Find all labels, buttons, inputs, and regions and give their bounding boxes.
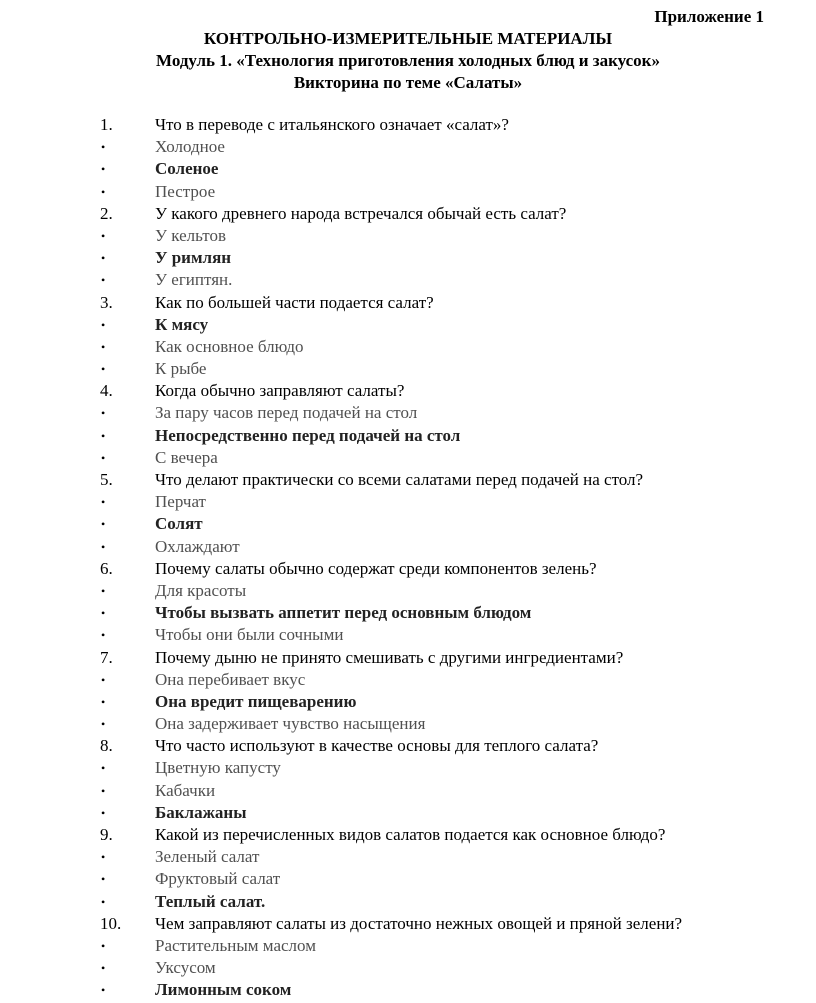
question-row <box>0 114 816 136</box>
answer-option <box>0 713 816 735</box>
answer-option-text: Для красоты <box>155 580 247 600</box>
answer-option-correct <box>0 158 816 180</box>
quiz-title: Викторина по теме «Салаты» <box>293 73 523 92</box>
bullet-icon: • <box>101 961 106 976</box>
question-number: 5. <box>100 470 113 489</box>
answer-option <box>0 846 816 868</box>
question-row <box>0 469 816 491</box>
bullet-icon: • <box>101 938 106 953</box>
bullet-icon: • <box>101 162 106 177</box>
question-text: Почему дыню не принято смешивать с другими ингредиентами? <box>155 647 624 667</box>
question-text: У какого древнего народа встречался обычай есть салат? <box>155 203 567 223</box>
bullet-icon: • <box>101 228 106 243</box>
answer-option <box>0 269 816 291</box>
answer-option-text: Уксусом <box>155 958 216 978</box>
question-number: 8. <box>100 736 113 756</box>
bullet-icon: • <box>101 717 106 732</box>
question-row <box>0 647 816 669</box>
answer-option-text: Холодное <box>155 137 225 157</box>
answer-option <box>0 336 816 358</box>
answer-option <box>0 780 816 802</box>
answer-option <box>0 136 816 158</box>
answer-option-text: У римлян <box>155 248 232 268</box>
bullet-icon: • <box>101 273 106 288</box>
bullet-icon: • <box>101 317 106 332</box>
answer-option-text: К мясу <box>155 314 209 334</box>
bullet-icon: • <box>101 406 106 421</box>
question-number: 7. <box>100 647 113 667</box>
answer-option-text: Баклажаны <box>155 802 247 822</box>
bullet-icon: • <box>101 517 106 532</box>
question-number: 9. <box>100 825 113 844</box>
answer-option-text: Чтобы вызвать аппетит перед основным блюдом <box>155 603 532 623</box>
question-number: 1. <box>100 115 113 134</box>
question-text: Как по большей части подается салат? <box>155 292 434 312</box>
bullet-icon: • <box>101 783 106 798</box>
answer-option-correct <box>0 691 816 713</box>
question-number: 2. <box>100 203 113 223</box>
bullet-icon: • <box>101 583 106 598</box>
answer-option-text: Как основное блюдо <box>155 336 304 356</box>
question-number: 4. <box>100 381 113 401</box>
bullet-icon: • <box>101 850 106 865</box>
answer-option-text: Цветную капусту <box>155 758 281 778</box>
answer-option-text: Охлаждают <box>155 536 240 556</box>
bullet-icon: • <box>101 606 106 621</box>
answer-option-text: Соленое <box>155 159 219 179</box>
question-text: Что в переводе с итальянского означает «салат»? <box>155 115 509 134</box>
question-text: Чем заправляют салаты из достаточно нежных овощей и пряной зелени? <box>155 913 683 933</box>
answer-option <box>0 868 816 890</box>
question-row <box>0 292 816 314</box>
answer-option-text: Солят <box>155 514 203 534</box>
answer-option <box>0 402 816 424</box>
answer-option <box>0 757 816 779</box>
answer-option-correct <box>0 247 816 269</box>
answer-option <box>0 536 816 558</box>
question-text: Что делают практически со всеми салатами перед подачей на стол? <box>155 470 644 489</box>
bullet-icon: • <box>101 450 106 465</box>
answer-option-correct <box>0 602 816 624</box>
answer-option-correct <box>0 425 816 447</box>
bullet-icon: • <box>101 694 106 709</box>
answer-option-correct <box>0 979 816 1001</box>
answer-option-text: У египтян. <box>155 270 233 290</box>
bullet-icon: • <box>101 872 106 887</box>
answer-option-text: Теплый салат. <box>155 891 266 911</box>
answer-option-text: Она вредит пищеварению <box>155 691 357 711</box>
answer-option-text: Перчат <box>155 492 206 512</box>
answer-option-text: За пару часов перед подачей на стол <box>155 403 418 423</box>
bullet-icon: • <box>101 140 106 155</box>
answer-option <box>0 624 816 646</box>
answer-option-text: С вечера <box>155 447 218 467</box>
answer-option <box>0 181 816 203</box>
answer-option-text: Растительным маслом <box>155 935 316 955</box>
answer-option <box>0 957 816 979</box>
question-row <box>0 735 816 757</box>
answer-option-correct <box>0 891 816 913</box>
answer-option-text: Лимонным соком <box>155 980 292 1000</box>
answer-option <box>0 935 816 957</box>
appendix-label: Приложение 1 <box>654 7 764 26</box>
answer-option-correct <box>0 802 816 824</box>
document-header <box>0 28 816 94</box>
question-text: Какой из перечисленных видов салатов подается как основное блюдо? <box>155 825 666 844</box>
question-row <box>0 558 816 580</box>
question-number: 10. <box>100 913 122 933</box>
bullet-icon: • <box>101 251 106 266</box>
answer-option-correct <box>0 513 816 535</box>
bullet-icon: • <box>101 805 106 820</box>
answer-option-text: У кельтов <box>155 225 226 245</box>
answer-option-text: Она задерживает чувство насыщения <box>155 714 426 734</box>
answer-option <box>0 447 816 469</box>
bullet-icon: • <box>101 362 106 377</box>
answer-option <box>0 358 816 380</box>
question-row <box>0 913 816 935</box>
answer-option-correct <box>0 314 816 336</box>
module-title: Модуль 1. «Технология приготовления холодных блюд и закусок» <box>156 51 660 70</box>
question-number: 6. <box>100 558 113 578</box>
answer-option-text: Зеленый салат <box>155 847 260 867</box>
bullet-icon: • <box>101 428 106 443</box>
answer-option <box>0 225 816 247</box>
question-row <box>0 203 816 225</box>
bullet-icon: • <box>101 184 106 199</box>
bullet-icon: • <box>101 539 106 554</box>
answer-option-text: Чтобы они были сочными <box>155 625 344 645</box>
question-text: Почему салаты обычно содержат среди компонентов зелень? <box>155 558 597 578</box>
bullet-icon: • <box>101 495 106 510</box>
bullet-icon: • <box>101 983 106 998</box>
question-row <box>0 380 816 402</box>
answer-option-text: К рыбе <box>155 359 207 379</box>
bullet-icon: • <box>101 761 106 776</box>
answer-option-text: Пестрое <box>155 181 216 201</box>
bullet-icon: • <box>101 339 106 354</box>
question-text: Когда обычно заправляют салаты? <box>155 381 405 401</box>
answer-option <box>0 669 816 691</box>
question-text: Что часто используют в качестве основы для теплого салата? <box>155 736 599 756</box>
bullet-icon: • <box>101 672 106 687</box>
question-number: 3. <box>100 292 113 312</box>
question-row <box>0 824 816 846</box>
answer-option-text: Она перебивает вкус <box>155 669 306 689</box>
quiz-list <box>0 114 816 1002</box>
bullet-icon: • <box>101 628 106 643</box>
answer-option-text: Кабачки <box>155 780 216 800</box>
answer-option <box>0 580 816 602</box>
document-title: КОНТРОЛЬНО-ИЗМЕРИТЕЛЬНЫЕ МАТЕРИАЛЫ <box>203 29 613 48</box>
answer-option-text: Непосредственно перед подачей на стол <box>155 425 461 445</box>
answer-option-text: Фруктовый салат <box>155 869 281 889</box>
bullet-icon: • <box>101 894 106 909</box>
answer-option <box>0 491 816 513</box>
